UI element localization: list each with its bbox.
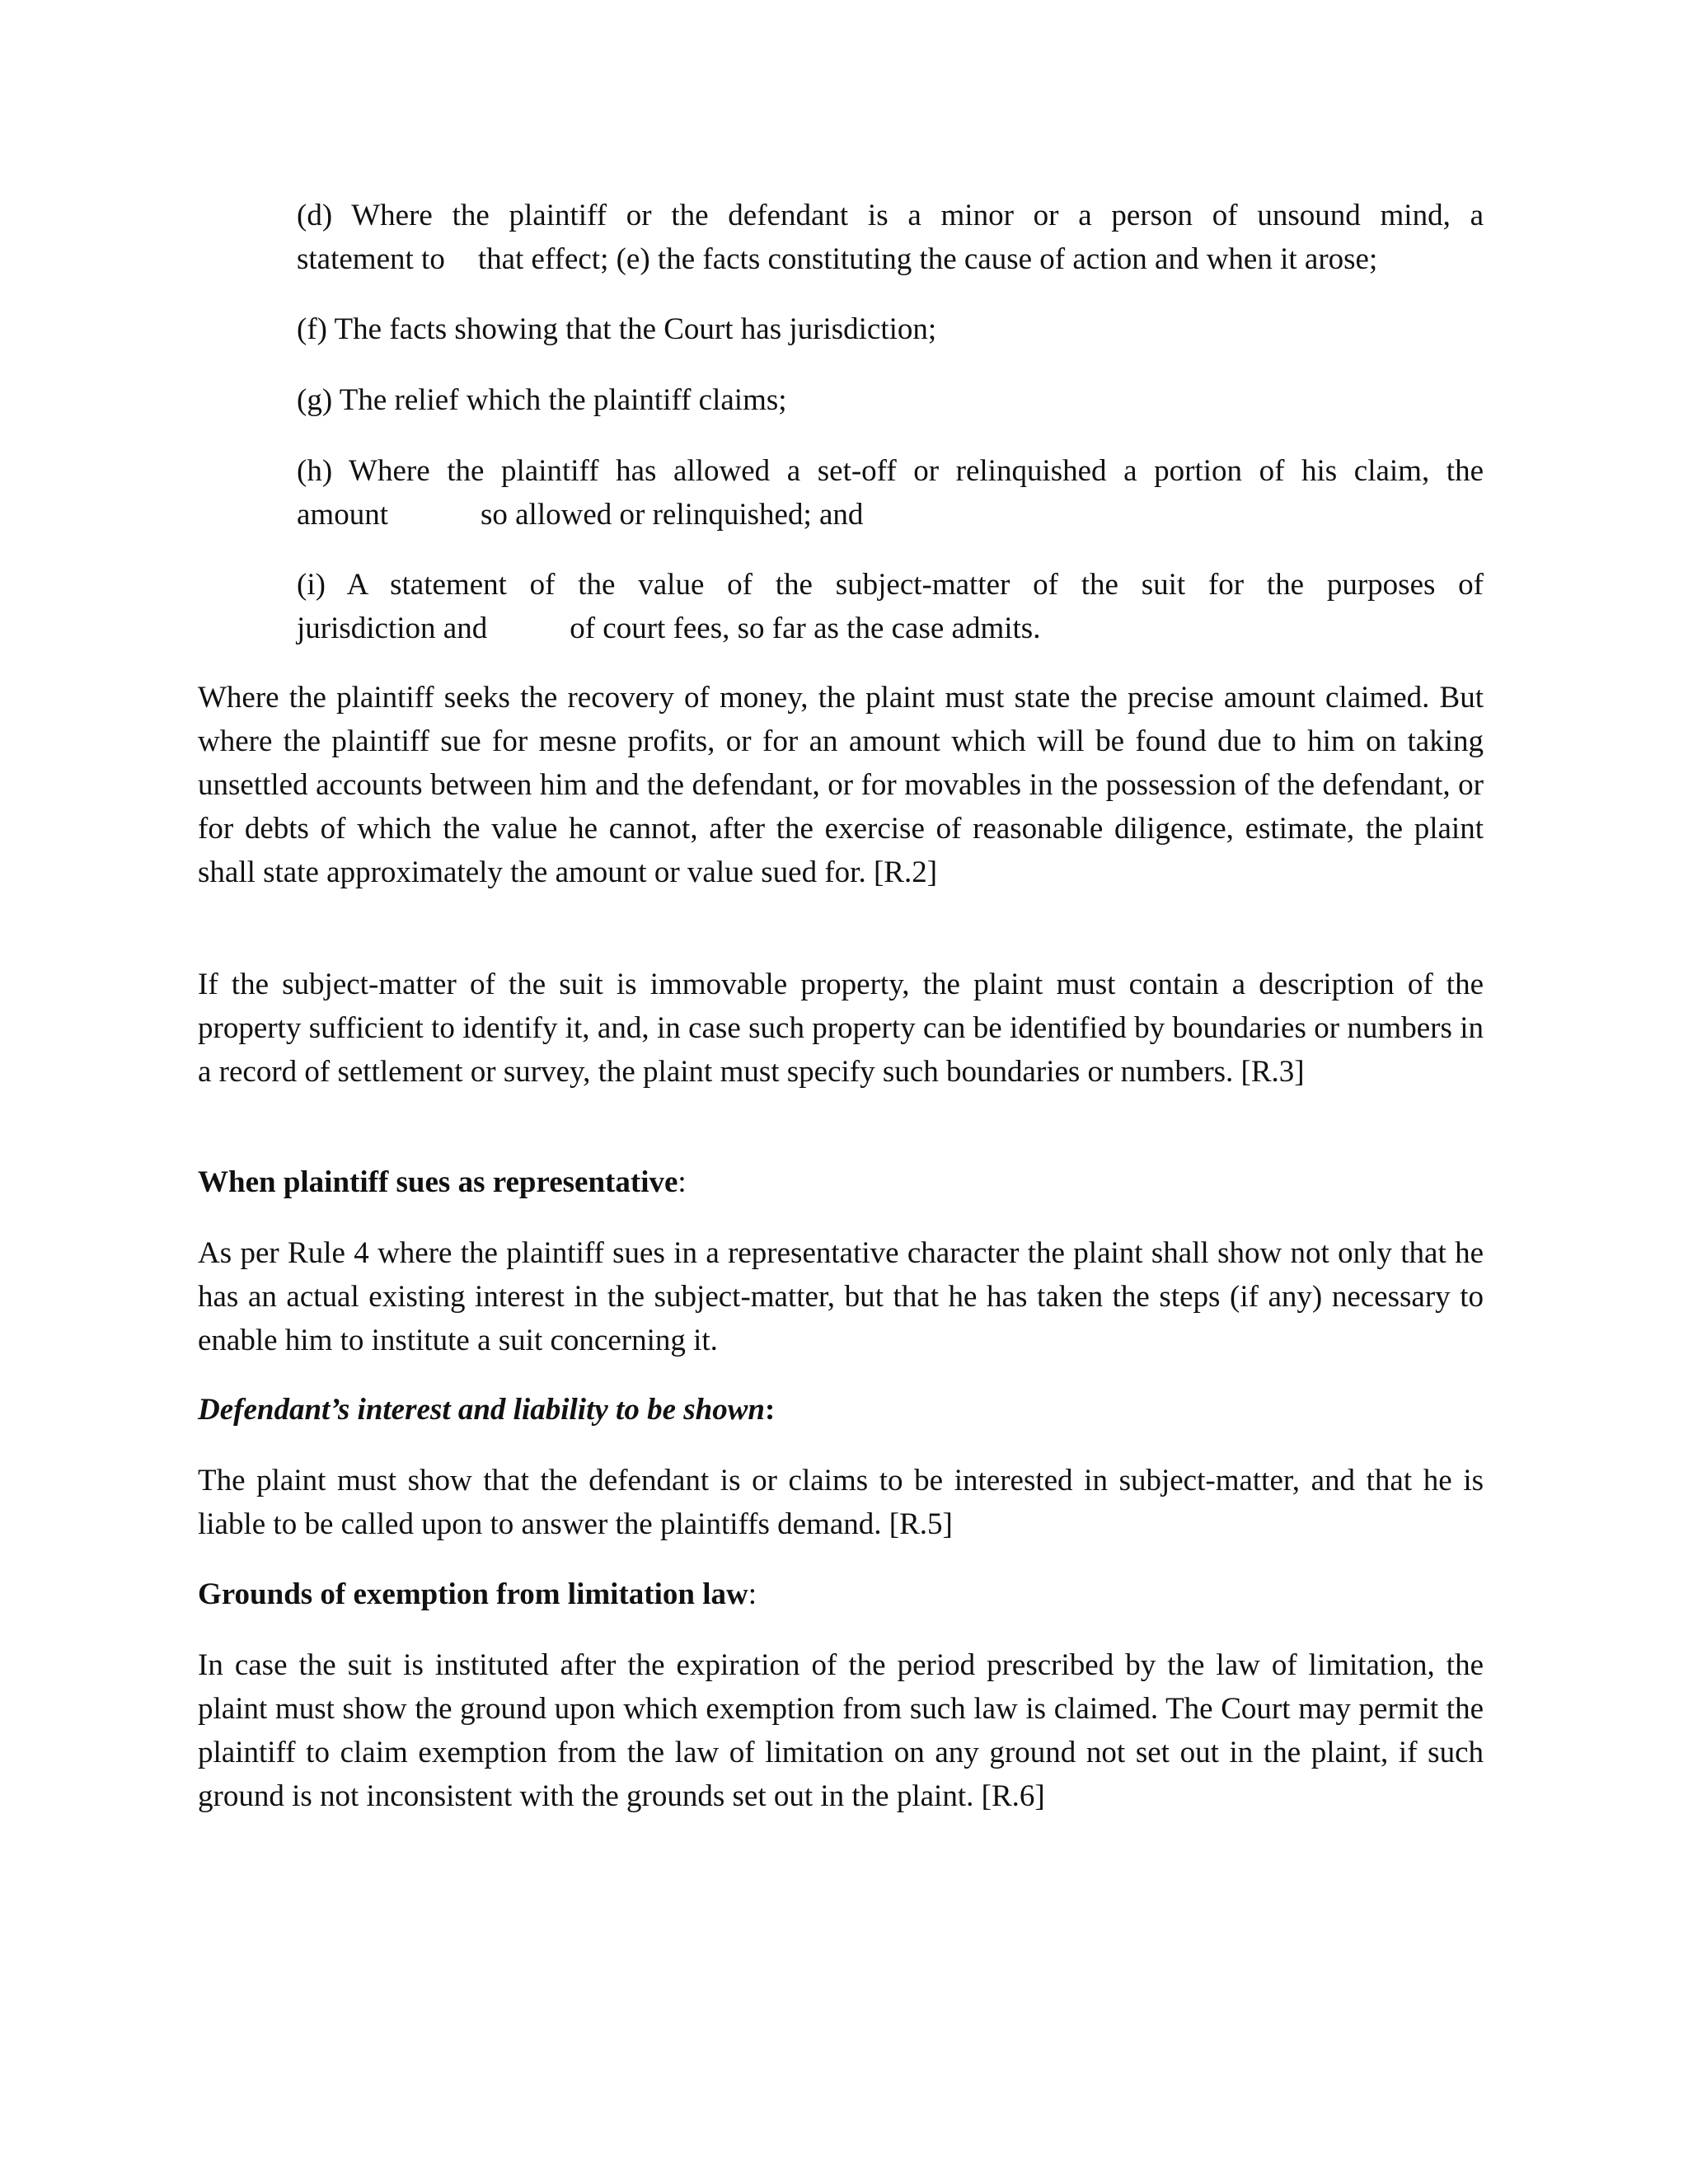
list-item-h-line-2: [297, 493, 1484, 537]
heading-defendant-interest: [198, 1388, 1484, 1432]
heading-limitation: [198, 1572, 1484, 1616]
heading-limitation-colon: :: [748, 1577, 757, 1611]
list-item-h-line-2-end: so allowed or relinquished; and: [480, 498, 864, 532]
paragraph-immovable-property: If the subject-matter of the suit is immovable property, the plaint must contain a description of the property sufficient to identify it, and, in case such property can be identified by boundaries or numbers in a record of settlement or survey, the plaint must specify such boundaries or numbers. [R.3]: [198, 968, 1484, 1089]
list-item-i-line-2-end: of court fees, so far as the case admits.: [570, 612, 1041, 645]
paragraph-defendant-interest: The plaint must show that the defendant is or claims to be interested in subject-matter, and that he is liable to be called upon to answer the plaintiffs demand. [R.5]: [198, 1464, 1484, 1541]
list-item-d: [297, 194, 1484, 281]
list-item-d-line-2-start: statement to: [297, 242, 445, 276]
list-item-i-line-2: [297, 607, 1484, 650]
paragraph-money-recovery: Where the plaintiff seeks the recovery of money, the plaint must state the precise amount claimed. But where the plaintiff sue for mesne profits, or for an amount which will be found due to him on taking unsettled accounts between him and the defendant, or for movables in the possession of the defendant, or for debts of which the value he cannot, after the exercise of reasonable diligence, estimate, the plaint shall state approximately the amount or value sued for. [R.2]: [198, 681, 1484, 889]
list-item-d-line-1: (d) Where the plaintiff or the defendant is a minor or a person of unsound mind, a: [297, 199, 1484, 232]
list-item-f: (f) The facts showing that the Court has jurisdiction;: [297, 312, 937, 346]
list-item-i-line-1: (i) A statement of the value of the subject-matter of the suit for the purposes of: [297, 568, 1484, 602]
list-item-h: [297, 449, 1484, 537]
heading-representative: [198, 1160, 1484, 1204]
list-item-h-line-1: (h) Where the plaintiff has allowed a set-off or relinquished a portion of his claim, the: [297, 454, 1484, 488]
heading-defendant-interest-text: Defendant’s interest and liability to be shown: [198, 1393, 765, 1427]
list-item-h-line-2-start: amount: [297, 498, 388, 532]
heading-representative-colon: :: [678, 1165, 687, 1199]
heading-representative-text: When plaintiff sues as representative: [198, 1165, 678, 1199]
list-item-i: [297, 563, 1484, 650]
list-item-i-line-2-start: jurisdiction and: [297, 612, 488, 645]
list-item-d-line-2: [297, 237, 1484, 281]
paragraph-representative: As per Rule 4 where the plaintiff sues in a representative character the plaint shall show not only that he has an actual existing interest in the subject-matter, but that he has taken the steps (if any) necessary to enable him to institute a suit concerning it.: [198, 1236, 1484, 1357]
heading-defendant-interest-colon: :: [764, 1393, 776, 1427]
heading-limitation-text: Grounds of exemption from limitation law: [198, 1577, 748, 1611]
list-item-d-line-2-end: that effect; (e) the facts constituting the cause of action and when it arose;: [477, 242, 1378, 276]
list-item-g: (g) The relief which the plaintiff claims;: [297, 383, 787, 417]
paragraph-limitation: In case the suit is instituted after the expiration of the period prescribed by the law of limitation, the plaint must show the ground upon which exemption from such law is claimed. The Court may permit the plaintiff to claim exemption from the law of limitation on any ground not set out in the plaint, if such ground is not inconsistent with the grounds set out in the plaint. [R.6]: [198, 1648, 1484, 1813]
